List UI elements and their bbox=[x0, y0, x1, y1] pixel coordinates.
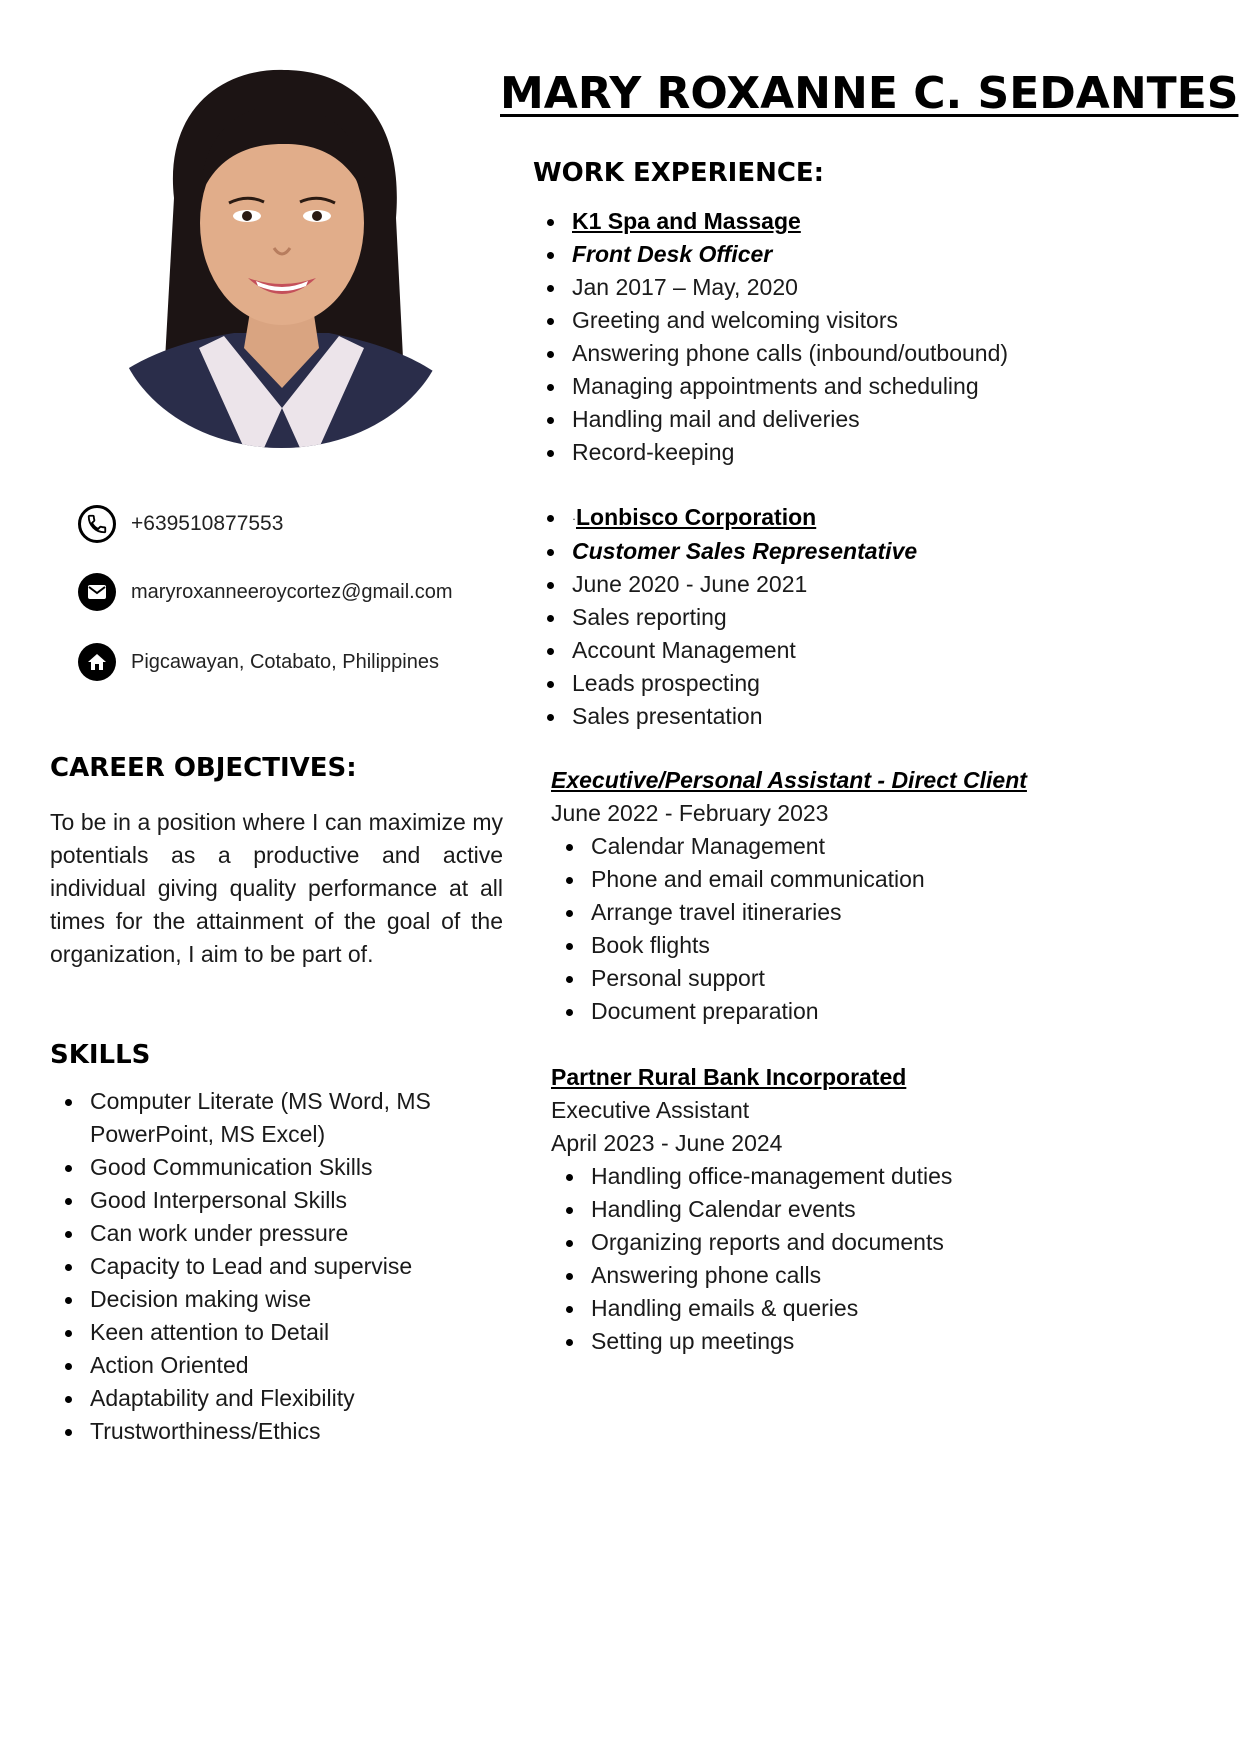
skill-item: Capacity to Lead and supervise bbox=[50, 1250, 470, 1283]
duty-item: Greeting and welcoming visitors bbox=[532, 304, 1008, 337]
job-lonbisco bbox=[532, 501, 917, 733]
work-heading: WORK EXPERIENCE: bbox=[533, 158, 825, 188]
company-name bbox=[532, 205, 1008, 238]
phone-number[interactable]: +639510877553 bbox=[131, 512, 284, 535]
skill-item: Good Communication Skills bbox=[50, 1151, 470, 1184]
duty-item: Answering phone calls bbox=[551, 1259, 952, 1292]
resume-name: MARY ROXANNE C. SEDANTES bbox=[500, 68, 1239, 119]
contact-phone bbox=[78, 505, 283, 543]
duty-item: Leads prospecting bbox=[532, 667, 917, 700]
job-role: Executive Assistant bbox=[551, 1097, 750, 1123]
duty-item: Calendar Management bbox=[551, 830, 925, 863]
career-heading: CAREER OBJECTIVES: bbox=[50, 753, 357, 783]
profile-photo bbox=[114, 48, 449, 448]
job-bank-duties bbox=[551, 1160, 952, 1358]
skills-heading: SKILLS bbox=[50, 1040, 151, 1070]
duty-item: Sales reporting bbox=[532, 601, 917, 634]
duty-item: Book flights bbox=[551, 929, 925, 962]
job-dates: April 2023 - June 2024 bbox=[551, 1130, 783, 1156]
career-objective-text: To be in a position where I can maximize my potentials as a productive and active individual giving quality performance at all times for the attainment of the goal of the organization, I aim to be part of. bbox=[50, 809, 503, 967]
duty-item: Account Management bbox=[532, 634, 917, 667]
company-prefix: · bbox=[572, 511, 576, 526]
job-company-partner-rural bbox=[551, 1061, 906, 1094]
job-dates: June 2020 - June 2021 bbox=[532, 568, 917, 601]
email-address[interactable]: maryroxanneeroycortez@gmail.com bbox=[131, 580, 453, 603]
duty-item: Setting up meetings bbox=[551, 1325, 952, 1358]
duty-item: Handling office-management duties bbox=[551, 1160, 952, 1193]
skills-list bbox=[50, 1085, 470, 1448]
duty-item: Document preparation bbox=[551, 995, 925, 1028]
duty-item: Phone and email communication bbox=[551, 863, 925, 896]
skill-item: Computer Literate (MS Word, MS PowerPoint, MS Excel) bbox=[50, 1085, 470, 1151]
duty-item: Managing appointments and scheduling bbox=[532, 370, 1008, 403]
job-title-exec-personal bbox=[551, 764, 1027, 797]
duty-item: Handling emails & queries bbox=[551, 1292, 952, 1325]
duty-item: Handling Calendar events bbox=[551, 1193, 952, 1226]
role-front-desk: Front Desk Officer bbox=[572, 241, 773, 267]
job-dates: Jan 2017 – May, 2020 bbox=[532, 271, 1008, 304]
job-exec-duties bbox=[551, 830, 925, 1028]
company-lonbisco: Lonbisco Corporation bbox=[576, 504, 817, 530]
job-k1-spa bbox=[532, 205, 1008, 469]
skill-item: Decision making wise bbox=[50, 1283, 470, 1316]
skill-item: Action Oriented bbox=[50, 1349, 470, 1382]
company-name bbox=[532, 501, 917, 535]
contact-email bbox=[78, 573, 453, 611]
role-csr: Customer Sales Representative bbox=[572, 538, 918, 565]
company-k1: K1 Spa and Massage bbox=[572, 208, 801, 234]
skill-item: Can work under pressure bbox=[50, 1217, 470, 1250]
duty-item: Organizing reports and documents bbox=[551, 1226, 952, 1259]
duty-item: Handling mail and deliveries bbox=[532, 403, 1008, 436]
job-role bbox=[532, 535, 917, 568]
duty-item: Sales presentation bbox=[532, 700, 917, 733]
duty-item: Arrange travel itineraries bbox=[551, 896, 925, 929]
duty-item: Personal support bbox=[551, 962, 925, 995]
email-icon bbox=[78, 573, 116, 611]
home-icon bbox=[78, 643, 116, 681]
home-address: Pigcawayan, Cotabato, Philippines bbox=[131, 650, 439, 673]
phone-icon bbox=[78, 505, 116, 543]
skill-item: Good Interpersonal Skills bbox=[50, 1184, 470, 1217]
contact-address bbox=[78, 643, 439, 681]
duty-item: Record-keeping bbox=[532, 436, 1008, 469]
exec-personal-title: Executive/Personal Assistant - Direct Client bbox=[551, 767, 1027, 793]
company-partner-rural: Partner Rural Bank Incorporated bbox=[551, 1064, 907, 1090]
skill-item: Keen attention to Detail bbox=[50, 1316, 470, 1349]
skill-item: Trustworthiness/Ethics bbox=[50, 1415, 470, 1448]
job-role bbox=[532, 238, 1008, 271]
job-dates: June 2022 - February 2023 bbox=[551, 800, 829, 826]
skill-item: Adaptability and Flexibility bbox=[50, 1382, 470, 1415]
duty-item: Answering phone calls (inbound/outbound) bbox=[532, 337, 1008, 370]
